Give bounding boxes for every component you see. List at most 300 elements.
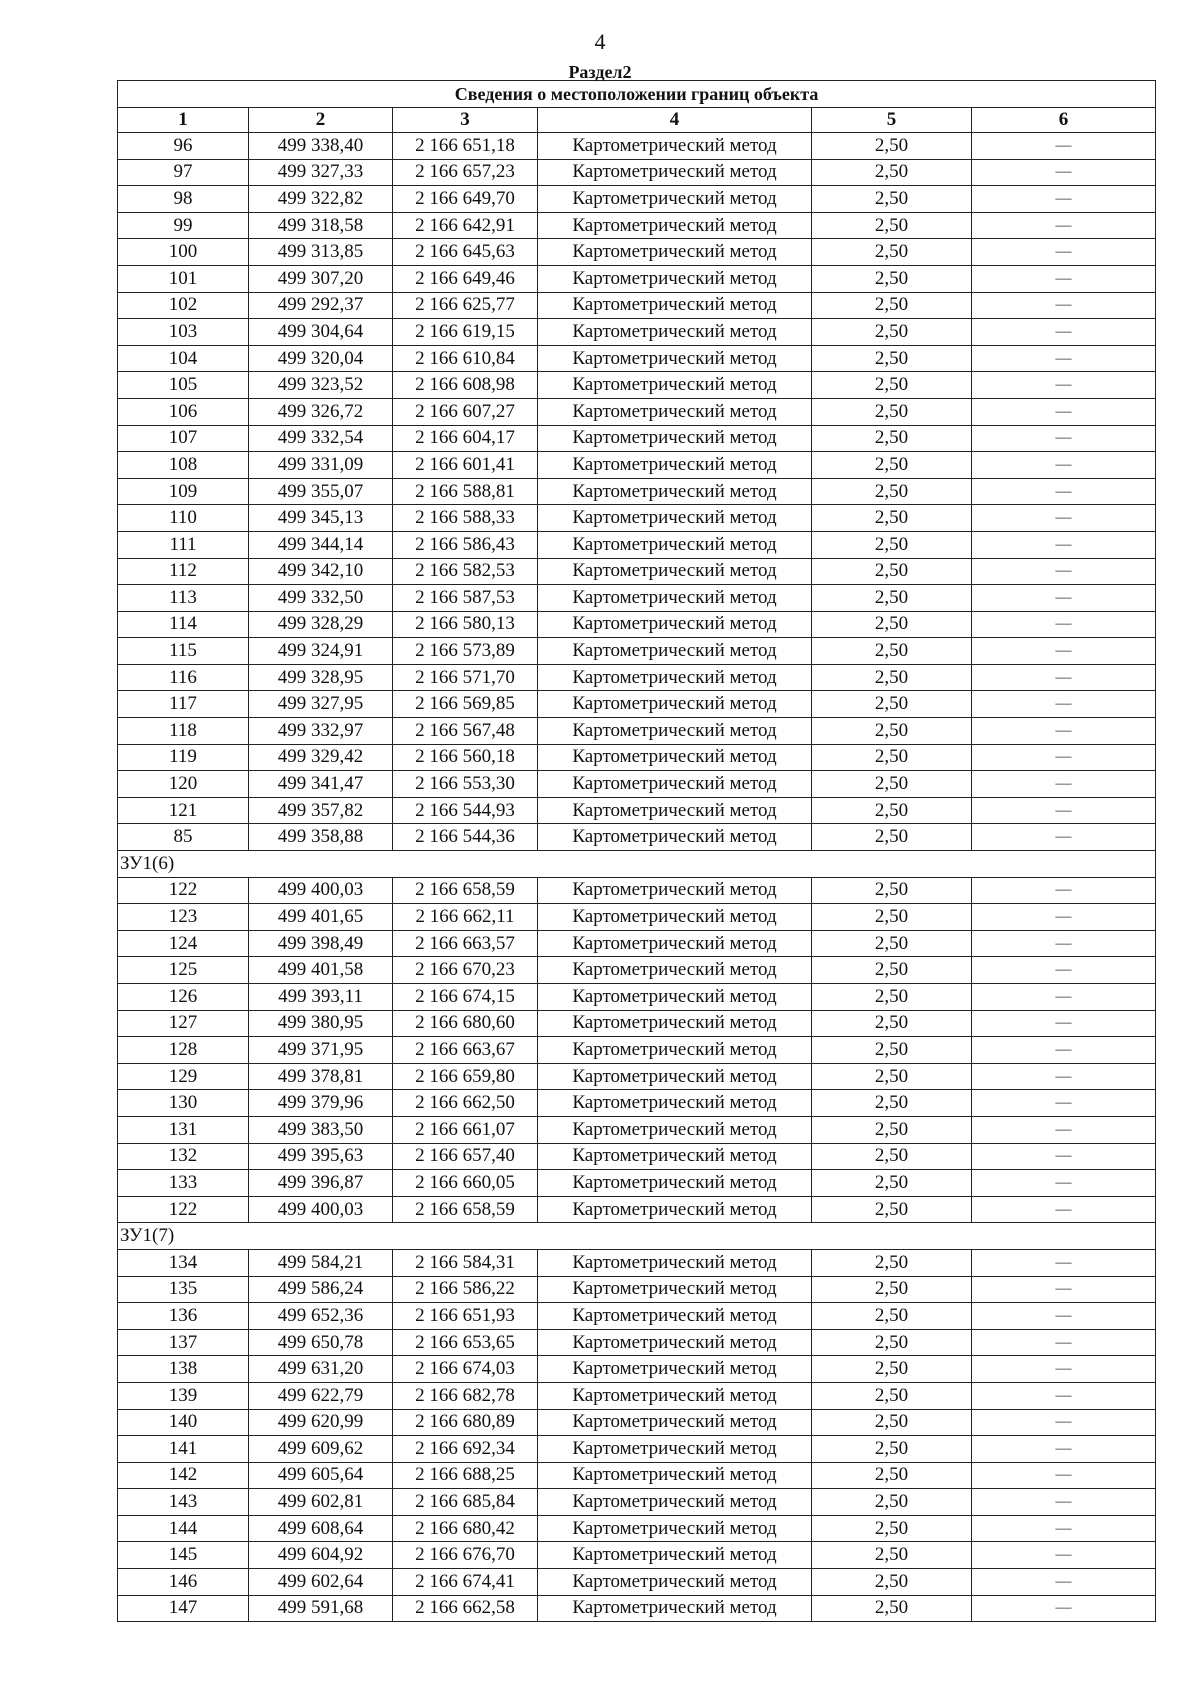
description-cell: — — [972, 1170, 1156, 1197]
accuracy-cell: 2,50 — [812, 984, 972, 1011]
point-number-cell: 137 — [118, 1329, 249, 1356]
point-number-cell: 147 — [118, 1595, 249, 1622]
y-coordinate-cell: 2 166 569,85 — [393, 691, 538, 718]
point-number-cell: 129 — [118, 1063, 249, 1090]
table-body — [118, 133, 1156, 1622]
accuracy-cell: 2,50 — [812, 1569, 972, 1596]
y-coordinate-cell: 2 166 662,50 — [393, 1090, 538, 1117]
description-cell: — — [972, 1329, 1156, 1356]
point-number-cell: 97 — [118, 159, 249, 186]
accuracy-cell: 2,50 — [812, 1489, 972, 1516]
table-row — [118, 159, 1156, 186]
method-cell: Картометрический метод — [538, 797, 812, 824]
accuracy-cell: 2,50 — [812, 1329, 972, 1356]
accuracy-cell: 2,50 — [812, 505, 972, 532]
method-cell: Картометрический метод — [538, 186, 812, 213]
table-row — [118, 824, 1156, 851]
accuracy-cell: 2,50 — [812, 638, 972, 665]
accuracy-cell: 2,50 — [812, 345, 972, 372]
table-row — [118, 531, 1156, 558]
y-coordinate-cell: 2 166 658,59 — [393, 1196, 538, 1223]
point-number-cell: 108 — [118, 452, 249, 479]
table-row — [118, 452, 1156, 479]
y-coordinate-cell: 2 166 680,89 — [393, 1409, 538, 1436]
description-cell: — — [972, 1116, 1156, 1143]
description-cell: — — [972, 478, 1156, 505]
method-cell: Картометрический метод — [538, 239, 812, 266]
table-row — [118, 133, 1156, 160]
accuracy-cell: 2,50 — [812, 1170, 972, 1197]
x-coordinate-cell: 499 292,37 — [249, 292, 393, 319]
y-coordinate-cell: 2 166 588,81 — [393, 478, 538, 505]
point-number-cell: 127 — [118, 1010, 249, 1037]
description-cell: — — [972, 1249, 1156, 1276]
accuracy-cell: 2,50 — [812, 1143, 972, 1170]
description-cell: — — [972, 1063, 1156, 1090]
method-cell: Картометрический метод — [538, 638, 812, 665]
method-cell: Картометрический метод — [538, 292, 812, 319]
table-row — [118, 664, 1156, 691]
description-cell: — — [972, 691, 1156, 718]
method-cell: Картометрический метод — [538, 585, 812, 612]
method-cell: Картометрический метод — [538, 1116, 812, 1143]
table-row — [118, 1276, 1156, 1303]
x-coordinate-cell: 499 398,49 — [249, 930, 393, 957]
column-number-5: 5 — [812, 108, 972, 133]
method-cell: Картометрический метод — [538, 1303, 812, 1330]
method-cell: Картометрический метод — [538, 133, 812, 160]
method-cell: Картометрический метод — [538, 771, 812, 798]
column-number-6: 6 — [972, 108, 1156, 133]
description-cell: — — [972, 1196, 1156, 1223]
description-cell: — — [972, 718, 1156, 745]
x-coordinate-cell: 499 326,72 — [249, 398, 393, 425]
accuracy-cell: 2,50 — [812, 1542, 972, 1569]
table-caption: Сведения о местоположении границ объекта — [118, 81, 1156, 108]
point-number-cell: 142 — [118, 1462, 249, 1489]
x-coordinate-cell: 499 604,92 — [249, 1542, 393, 1569]
method-cell: Картометрический метод — [538, 1037, 812, 1064]
method-cell: Картометрический метод — [538, 984, 812, 1011]
description-cell: — — [972, 664, 1156, 691]
accuracy-cell: 2,50 — [812, 239, 972, 266]
description-cell: — — [972, 1090, 1156, 1117]
method-cell: Картометрический метод — [538, 904, 812, 931]
description-cell: — — [972, 585, 1156, 612]
table-row — [118, 1489, 1156, 1516]
method-cell: Картометрический метод — [538, 1489, 812, 1516]
x-coordinate-cell: 499 357,82 — [249, 797, 393, 824]
accuracy-cell: 2,50 — [812, 930, 972, 957]
group-header-row — [118, 851, 1156, 878]
description-cell: — — [972, 133, 1156, 160]
x-coordinate-cell: 499 631,20 — [249, 1356, 393, 1383]
y-coordinate-cell: 2 166 682,78 — [393, 1382, 538, 1409]
x-coordinate-cell: 499 652,36 — [249, 1303, 393, 1330]
y-coordinate-cell: 2 166 657,40 — [393, 1143, 538, 1170]
accuracy-cell: 2,50 — [812, 452, 972, 479]
y-coordinate-cell: 2 166 651,93 — [393, 1303, 538, 1330]
description-cell: — — [972, 638, 1156, 665]
y-coordinate-cell: 2 166 544,93 — [393, 797, 538, 824]
table-row — [118, 1356, 1156, 1383]
y-coordinate-cell: 2 166 586,22 — [393, 1276, 538, 1303]
accuracy-cell: 2,50 — [812, 1249, 972, 1276]
x-coordinate-cell: 499 602,64 — [249, 1569, 393, 1596]
point-number-cell: 106 — [118, 398, 249, 425]
x-coordinate-cell: 499 332,50 — [249, 585, 393, 612]
point-number-cell: 101 — [118, 265, 249, 292]
description-cell: — — [972, 1037, 1156, 1064]
table-row — [118, 1303, 1156, 1330]
accuracy-cell: 2,50 — [812, 1462, 972, 1489]
x-coordinate-cell: 499 327,33 — [249, 159, 393, 186]
description-cell: — — [972, 345, 1156, 372]
method-cell: Картометрический метод — [538, 558, 812, 585]
method-cell: Картометрический метод — [538, 824, 812, 851]
point-number-cell: 113 — [118, 585, 249, 612]
method-cell: Картометрический метод — [538, 718, 812, 745]
description-cell: — — [972, 239, 1156, 266]
accuracy-cell: 2,50 — [812, 1116, 972, 1143]
table-row — [118, 1542, 1156, 1569]
point-number-cell: 124 — [118, 930, 249, 957]
description-cell: — — [972, 372, 1156, 399]
accuracy-cell: 2,50 — [812, 1196, 972, 1223]
column-number-4: 4 — [538, 108, 812, 133]
method-cell: Картометрический метод — [538, 930, 812, 957]
x-coordinate-cell: 499 605,64 — [249, 1462, 393, 1489]
x-coordinate-cell: 499 331,09 — [249, 452, 393, 479]
page-number: 4 — [594, 29, 606, 54]
accuracy-cell: 2,50 — [812, 558, 972, 585]
point-number-cell: 140 — [118, 1409, 249, 1436]
x-coordinate-cell: 499 400,03 — [249, 877, 393, 904]
x-coordinate-cell: 499 341,47 — [249, 771, 393, 798]
x-coordinate-cell: 499 378,81 — [249, 1063, 393, 1090]
method-cell: Картометрический метод — [538, 1569, 812, 1596]
table-row — [118, 1382, 1156, 1409]
table-row — [118, 638, 1156, 665]
table-row — [118, 1037, 1156, 1064]
accuracy-cell: 2,50 — [812, 691, 972, 718]
group-header-row — [118, 1223, 1156, 1250]
y-coordinate-cell: 2 166 571,70 — [393, 664, 538, 691]
accuracy-cell: 2,50 — [812, 1063, 972, 1090]
table-row — [118, 1143, 1156, 1170]
description-cell: — — [972, 1382, 1156, 1409]
description-cell: — — [972, 159, 1156, 186]
accuracy-cell: 2,50 — [812, 957, 972, 984]
point-number-cell: 102 — [118, 292, 249, 319]
y-coordinate-cell: 2 166 662,11 — [393, 904, 538, 931]
description-cell: — — [972, 186, 1156, 213]
x-coordinate-cell: 499 383,50 — [249, 1116, 393, 1143]
point-number-cell: 130 — [118, 1090, 249, 1117]
y-coordinate-cell: 2 166 651,18 — [393, 133, 538, 160]
boundary-coordinates-table — [117, 80, 1156, 1622]
x-coordinate-cell: 499 371,95 — [249, 1037, 393, 1064]
y-coordinate-cell: 2 166 662,58 — [393, 1595, 538, 1622]
x-coordinate-cell: 499 400,03 — [249, 1196, 393, 1223]
accuracy-cell: 2,50 — [812, 797, 972, 824]
x-coordinate-cell: 499 591,68 — [249, 1595, 393, 1622]
description-cell: — — [972, 1595, 1156, 1622]
table-row — [118, 877, 1156, 904]
y-coordinate-cell: 2 166 580,13 — [393, 611, 538, 638]
point-number-cell: 145 — [118, 1542, 249, 1569]
method-cell: Картометрический метод — [538, 744, 812, 771]
method-cell: Картометрический метод — [538, 531, 812, 558]
description-cell: — — [972, 1010, 1156, 1037]
table-row — [118, 1249, 1156, 1276]
accuracy-cell: 2,50 — [812, 531, 972, 558]
y-coordinate-cell: 2 166 670,23 — [393, 957, 538, 984]
x-coordinate-cell: 499 324,91 — [249, 638, 393, 665]
table-row — [118, 398, 1156, 425]
method-cell: Картометрический метод — [538, 1143, 812, 1170]
accuracy-cell: 2,50 — [812, 771, 972, 798]
point-number-cell: 119 — [118, 744, 249, 771]
table-row — [118, 1409, 1156, 1436]
description-cell: — — [972, 930, 1156, 957]
y-coordinate-cell: 2 166 586,43 — [393, 531, 538, 558]
table-row — [118, 558, 1156, 585]
accuracy-cell: 2,50 — [812, 186, 972, 213]
point-number-cell: 133 — [118, 1170, 249, 1197]
y-coordinate-cell: 2 166 560,18 — [393, 744, 538, 771]
x-coordinate-cell: 499 318,58 — [249, 212, 393, 239]
description-cell: — — [972, 531, 1156, 558]
table-row — [118, 1436, 1156, 1463]
description-cell: — — [972, 797, 1156, 824]
x-coordinate-cell: 499 332,54 — [249, 425, 393, 452]
description-cell: — — [972, 1143, 1156, 1170]
point-number-cell: 103 — [118, 319, 249, 346]
x-coordinate-cell: 499 322,82 — [249, 186, 393, 213]
description-cell: — — [972, 984, 1156, 1011]
y-coordinate-cell: 2 166 584,31 — [393, 1249, 538, 1276]
accuracy-cell: 2,50 — [812, 1037, 972, 1064]
method-cell: Картометрический метод — [538, 452, 812, 479]
y-coordinate-cell: 2 166 582,53 — [393, 558, 538, 585]
y-coordinate-cell: 2 166 619,15 — [393, 319, 538, 346]
y-coordinate-cell: 2 166 653,65 — [393, 1329, 538, 1356]
x-coordinate-cell: 499 328,29 — [249, 611, 393, 638]
x-coordinate-cell: 499 323,52 — [249, 372, 393, 399]
x-coordinate-cell: 499 380,95 — [249, 1010, 393, 1037]
x-coordinate-cell: 499 401,65 — [249, 904, 393, 931]
table-row — [118, 797, 1156, 824]
accuracy-cell: 2,50 — [812, 478, 972, 505]
description-cell: — — [972, 505, 1156, 532]
description-cell: — — [972, 292, 1156, 319]
description-cell: — — [972, 319, 1156, 346]
method-cell: Картометрический метод — [538, 1090, 812, 1117]
description-cell: — — [972, 1515, 1156, 1542]
description-cell: — — [972, 212, 1156, 239]
point-number-cell: 109 — [118, 478, 249, 505]
accuracy-cell: 2,50 — [812, 1276, 972, 1303]
y-coordinate-cell: 2 166 610,84 — [393, 345, 538, 372]
accuracy-cell: 2,50 — [812, 1010, 972, 1037]
accuracy-cell: 2,50 — [812, 292, 972, 319]
accuracy-cell: 2,50 — [812, 1515, 972, 1542]
point-number-cell: 122 — [118, 877, 249, 904]
x-coordinate-cell: 499 622,79 — [249, 1382, 393, 1409]
y-coordinate-cell: 2 166 663,67 — [393, 1037, 538, 1064]
section-title: Раздел2 — [568, 62, 632, 82]
method-cell: Картометрический метод — [538, 398, 812, 425]
accuracy-cell: 2,50 — [812, 1382, 972, 1409]
x-coordinate-cell: 499 338,40 — [249, 133, 393, 160]
y-coordinate-cell: 2 166 604,17 — [393, 425, 538, 452]
accuracy-cell: 2,50 — [812, 877, 972, 904]
point-number-cell: 110 — [118, 505, 249, 532]
method-cell: Картометрический метод — [538, 1329, 812, 1356]
y-coordinate-cell: 2 166 674,41 — [393, 1569, 538, 1596]
point-number-cell: 98 — [118, 186, 249, 213]
point-number-cell: 128 — [118, 1037, 249, 1064]
description-cell: — — [972, 265, 1156, 292]
x-coordinate-cell: 499 304,64 — [249, 319, 393, 346]
accuracy-cell: 2,50 — [812, 265, 972, 292]
table-row — [118, 718, 1156, 745]
x-coordinate-cell: 499 320,04 — [249, 345, 393, 372]
description-cell: — — [972, 452, 1156, 479]
y-coordinate-cell: 2 166 692,34 — [393, 1436, 538, 1463]
accuracy-cell: 2,50 — [812, 1303, 972, 1330]
group-label: ЗУ1(6) — [118, 851, 1156, 878]
description-cell: — — [972, 904, 1156, 931]
point-number-cell: 146 — [118, 1569, 249, 1596]
description-cell: — — [972, 877, 1156, 904]
y-coordinate-cell: 2 166 660,05 — [393, 1170, 538, 1197]
accuracy-cell: 2,50 — [812, 1595, 972, 1622]
accuracy-cell: 2,50 — [812, 372, 972, 399]
accuracy-cell: 2,50 — [812, 319, 972, 346]
method-cell: Картометрический метод — [538, 345, 812, 372]
x-coordinate-cell: 499 329,42 — [249, 744, 393, 771]
table-row — [118, 319, 1156, 346]
accuracy-cell: 2,50 — [812, 1436, 972, 1463]
point-number-cell: 125 — [118, 957, 249, 984]
x-coordinate-cell: 499 396,87 — [249, 1170, 393, 1197]
x-coordinate-cell: 499 327,95 — [249, 691, 393, 718]
table-row — [118, 1090, 1156, 1117]
point-number-cell: 132 — [118, 1143, 249, 1170]
x-coordinate-cell: 499 393,11 — [249, 984, 393, 1011]
point-number-cell: 126 — [118, 984, 249, 1011]
accuracy-cell: 2,50 — [812, 718, 972, 745]
table-row — [118, 1515, 1156, 1542]
description-cell: — — [972, 1569, 1156, 1596]
method-cell: Картометрический метод — [538, 664, 812, 691]
description-cell: — — [972, 558, 1156, 585]
point-number-cell: 131 — [118, 1116, 249, 1143]
description-cell: — — [972, 398, 1156, 425]
table-row — [118, 478, 1156, 505]
y-coordinate-cell: 2 166 625,77 — [393, 292, 538, 319]
description-cell: — — [972, 957, 1156, 984]
accuracy-cell: 2,50 — [812, 425, 972, 452]
point-number-cell: 115 — [118, 638, 249, 665]
y-coordinate-cell: 2 166 661,07 — [393, 1116, 538, 1143]
table-row — [118, 345, 1156, 372]
x-coordinate-cell: 499 345,13 — [249, 505, 393, 532]
method-cell: Картометрический метод — [538, 1170, 812, 1197]
x-coordinate-cell: 499 358,88 — [249, 824, 393, 851]
method-cell: Картометрический метод — [538, 1515, 812, 1542]
x-coordinate-cell: 499 584,21 — [249, 1249, 393, 1276]
table-row — [118, 292, 1156, 319]
point-number-cell: 117 — [118, 691, 249, 718]
method-cell: Картометрический метод — [538, 877, 812, 904]
table-row — [118, 1063, 1156, 1090]
y-coordinate-cell: 2 166 657,23 — [393, 159, 538, 186]
y-coordinate-cell: 2 166 674,03 — [393, 1356, 538, 1383]
table-row — [118, 1329, 1156, 1356]
method-cell: Картометрический метод — [538, 265, 812, 292]
accuracy-cell: 2,50 — [812, 1356, 972, 1383]
x-coordinate-cell: 499 608,64 — [249, 1515, 393, 1542]
table-row — [118, 1569, 1156, 1596]
method-cell: Картометрический метод — [538, 159, 812, 186]
y-coordinate-cell: 2 166 658,59 — [393, 877, 538, 904]
point-number-cell: 144 — [118, 1515, 249, 1542]
method-cell: Картометрический метод — [538, 478, 812, 505]
table-row — [118, 1170, 1156, 1197]
table-row — [118, 1010, 1156, 1037]
description-cell: — — [972, 1462, 1156, 1489]
y-coordinate-cell: 2 166 588,33 — [393, 505, 538, 532]
x-coordinate-cell: 499 401,58 — [249, 957, 393, 984]
description-cell: — — [972, 1436, 1156, 1463]
y-coordinate-cell: 2 166 601,41 — [393, 452, 538, 479]
table-row — [118, 984, 1156, 1011]
description-cell: — — [972, 1356, 1156, 1383]
method-cell: Картометрический метод — [538, 1356, 812, 1383]
table-row — [118, 1116, 1156, 1143]
table-row — [118, 611, 1156, 638]
description-cell: — — [972, 1409, 1156, 1436]
y-coordinate-cell: 2 166 645,63 — [393, 239, 538, 266]
description-cell: — — [972, 425, 1156, 452]
table-row — [118, 505, 1156, 532]
method-cell: Картометрический метод — [538, 319, 812, 346]
column-number-row — [118, 108, 1156, 133]
method-cell: Картометрический метод — [538, 1462, 812, 1489]
point-number-cell: 136 — [118, 1303, 249, 1330]
x-coordinate-cell: 499 379,96 — [249, 1090, 393, 1117]
table-row — [118, 1595, 1156, 1622]
y-coordinate-cell: 2 166 553,30 — [393, 771, 538, 798]
description-cell: — — [972, 1489, 1156, 1516]
column-number-3: 3 — [393, 108, 538, 133]
column-number-2: 2 — [249, 108, 393, 133]
accuracy-cell: 2,50 — [812, 212, 972, 239]
table-row — [118, 186, 1156, 213]
method-cell: Картометрический метод — [538, 1542, 812, 1569]
method-cell: Картометрический метод — [538, 611, 812, 638]
point-number-cell: 99 — [118, 212, 249, 239]
y-coordinate-cell: 2 166 649,46 — [393, 265, 538, 292]
table-row — [118, 585, 1156, 612]
method-cell: Картометрический метод — [538, 1436, 812, 1463]
x-coordinate-cell: 499 344,14 — [249, 531, 393, 558]
table-row — [118, 1462, 1156, 1489]
accuracy-cell: 2,50 — [812, 611, 972, 638]
